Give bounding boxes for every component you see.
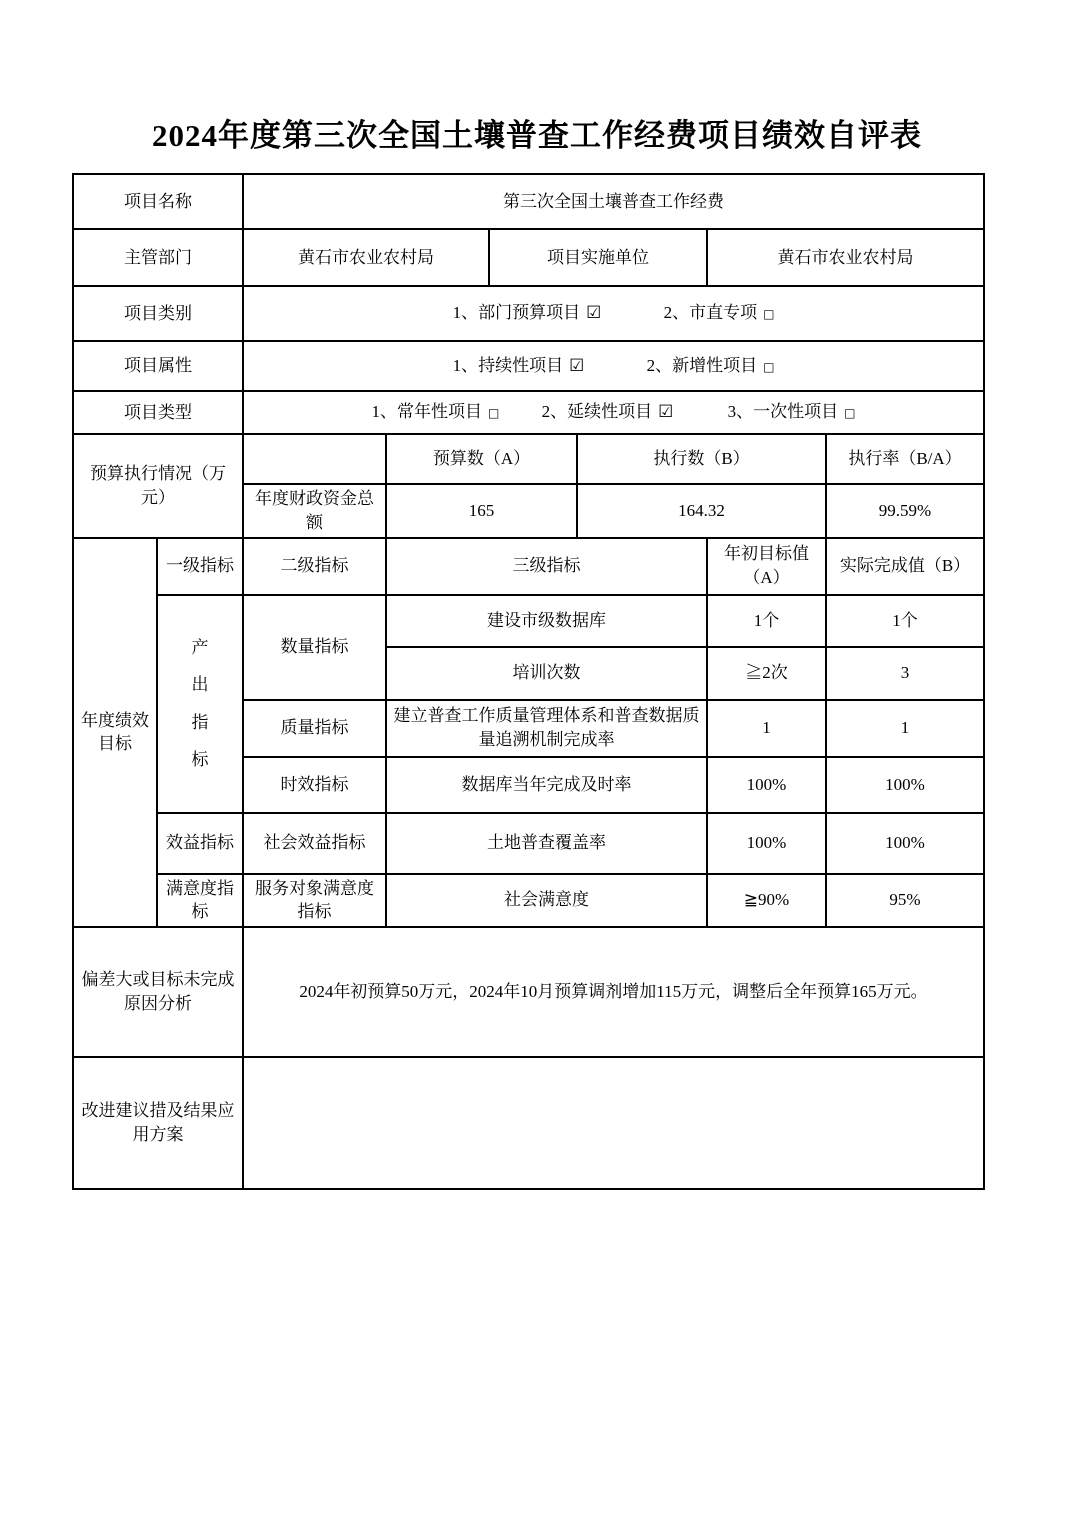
self-evaluation-table — [72, 173, 985, 1190]
table-row — [73, 391, 984, 434]
budget-col-rate-header: 执行率（B/A） — [826, 434, 984, 484]
table-row — [73, 595, 984, 647]
actual-value: 100% — [826, 813, 984, 874]
target-value: ≧90% — [707, 874, 826, 928]
perf-header-level2: 二级指标 — [243, 538, 386, 595]
level2-timeliness: 时效指标 — [243, 757, 386, 813]
level2-social-benefit: 社会效益指标 — [243, 813, 386, 874]
actual-value: 1 — [826, 700, 984, 757]
impl-unit-label: 项目实施单位 — [489, 229, 707, 286]
actual-value: 3 — [826, 647, 984, 700]
dept-label: 主管部门 — [73, 229, 243, 286]
level3-indicator: 培训次数 — [386, 647, 707, 700]
perf-header-target: 年初目标值（A） — [707, 538, 826, 595]
table-row — [73, 174, 984, 229]
level3-indicator: 社会满意度 — [386, 874, 707, 928]
option-text: 2、新增性项目 — [646, 355, 758, 375]
table-row — [73, 874, 984, 928]
impl-unit-value: 黄石市农业农村局 — [707, 229, 984, 286]
budget-col-b-header: 执行数（B） — [577, 434, 826, 484]
dept-value: 黄石市农业农村局 — [243, 229, 489, 286]
budget-section-label: 预算执行情况（万元） — [73, 434, 243, 538]
budget-value-a: 165 — [386, 484, 577, 538]
option-text: 1、常年性项目 — [371, 402, 483, 422]
improvement-label: 改进建议措及结果应用方案 — [73, 1057, 243, 1189]
checkbox-unchecked-icon: □ — [763, 307, 775, 322]
table-row — [73, 341, 984, 391]
actual-value: 95% — [826, 874, 984, 928]
level2-service-satisfaction: 服务对象满意度指标 — [243, 874, 386, 928]
target-value: 1个 — [707, 595, 826, 647]
category-option-1 — [453, 301, 602, 326]
level1-output — [157, 595, 243, 813]
analysis-text: 2024年初预算50万元，2024年10月预算调剂增加115万元，调整后全年预算165万元。 — [243, 927, 984, 1057]
target-value: 100% — [707, 757, 826, 813]
budget-row-label: 年度财政资金总额 — [243, 484, 386, 538]
target-value: 1 — [707, 700, 826, 757]
level3-indicator: 建立普查工作质量管理体系和普查数据质量追溯机制完成率 — [386, 700, 707, 757]
level1-output-text: 产出指标 — [191, 637, 209, 769]
category-option-2 — [664, 301, 775, 325]
target-value: ≧2次 — [707, 647, 826, 700]
table-row — [73, 229, 984, 286]
checkbox-checked-icon: ☑ — [658, 402, 674, 423]
category-label: 项目类别 — [73, 286, 243, 341]
perf-header-level3: 三级指标 — [386, 538, 707, 595]
perf-header-actual: 实际完成值（B） — [826, 538, 984, 595]
budget-value-b: 164.32 — [577, 484, 826, 538]
project-name-label: 项目名称 — [73, 174, 243, 229]
type-option-1 — [372, 400, 500, 424]
type-options — [243, 391, 984, 434]
checkbox-unchecked-icon: □ — [488, 406, 500, 421]
budget-empty-cell — [243, 434, 386, 484]
level1-satisfaction: 满意度指标 — [157, 874, 243, 928]
page-title: 2024年度第三次全国土壤普查工作经费项目绩效自评表 — [152, 118, 922, 153]
level3-indicator: 数据库当年完成及时率 — [386, 757, 707, 813]
level3-indicator: 建设市级数据库 — [386, 595, 707, 647]
checkbox-checked-icon: ☑ — [586, 303, 602, 324]
table-row — [73, 538, 984, 595]
checkbox-unchecked-icon: □ — [844, 406, 856, 421]
option-text: 3、一次性项目 — [727, 402, 839, 422]
analysis-label: 偏差大或目标未完成原因分析 — [73, 927, 243, 1057]
category-options — [243, 286, 984, 341]
table-row — [73, 927, 984, 1057]
actual-value: 100% — [826, 757, 984, 813]
type-label: 项目类型 — [73, 391, 243, 434]
option-text: 2、延续性项目 — [541, 402, 653, 422]
project-name-value: 第三次全国土壤普查工作经费 — [243, 174, 984, 229]
table-row — [73, 1057, 984, 1189]
type-option-2 — [542, 400, 674, 425]
level2-quantity: 数量指标 — [243, 595, 386, 700]
type-option-3 — [728, 400, 856, 424]
actual-value: 1个 — [826, 595, 984, 647]
level2-quality: 质量指标 — [243, 700, 386, 757]
perf-section-label: 年度绩效目标 — [73, 538, 157, 928]
table-row — [73, 286, 984, 341]
level3-indicator: 土地普查覆盖率 — [386, 813, 707, 874]
table-row — [73, 813, 984, 874]
perf-header-level1: 一级指标 — [157, 538, 243, 595]
table-row — [73, 434, 984, 484]
attribute-option-1 — [453, 354, 585, 379]
level1-benefit: 效益指标 — [157, 813, 243, 874]
option-text: 2、市直专项 — [663, 303, 758, 323]
budget-value-rate: 99.59% — [826, 484, 984, 538]
attribute-option-2 — [647, 354, 775, 378]
attribute-options — [243, 341, 984, 391]
attribute-label: 项目属性 — [73, 341, 243, 391]
budget-col-a-header: 预算数（A） — [386, 434, 577, 484]
option-text: 1、持续性项目 — [452, 355, 564, 375]
checkbox-unchecked-icon: □ — [763, 359, 775, 374]
option-text: 1、部门预算项目 — [452, 303, 581, 323]
improvement-text — [243, 1057, 984, 1189]
target-value: 100% — [707, 813, 826, 874]
checkbox-checked-icon: ☑ — [569, 355, 585, 376]
